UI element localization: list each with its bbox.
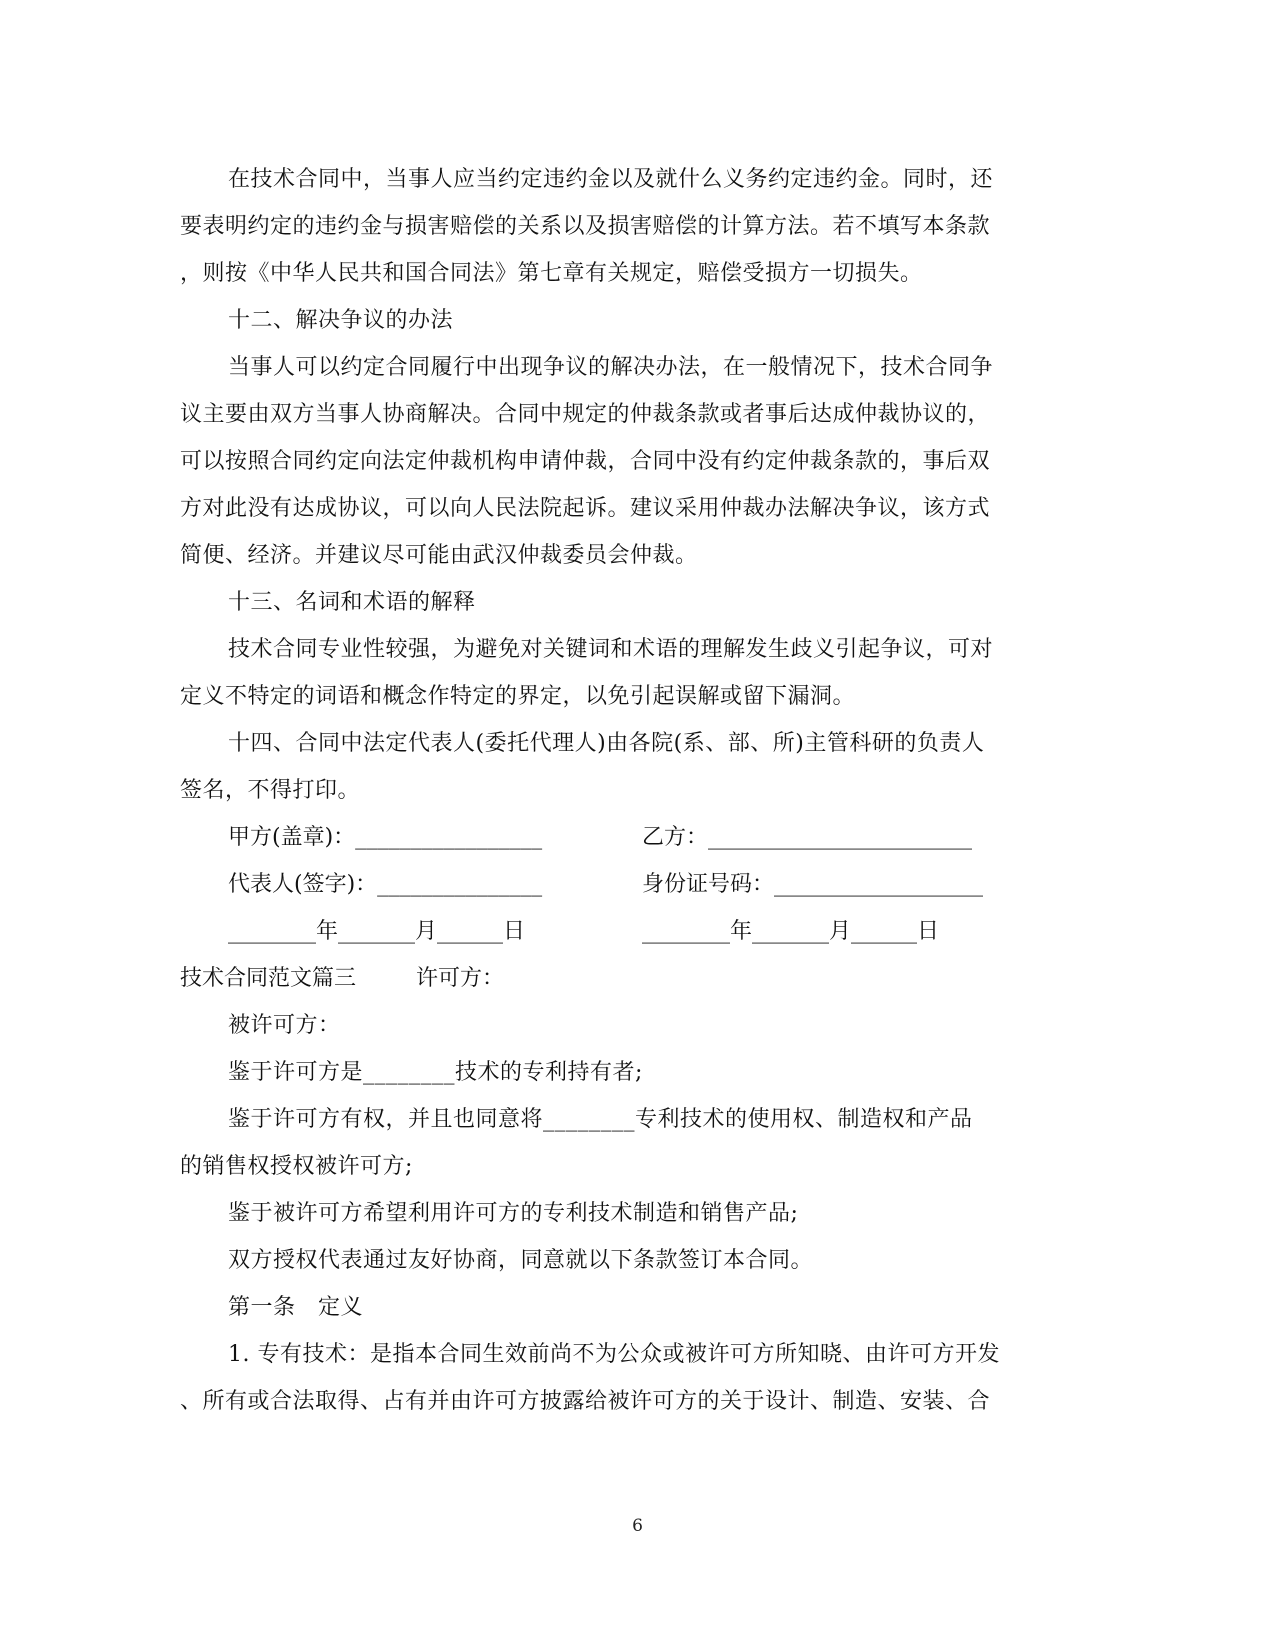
paragraph-line: 被许可方： <box>228 1013 341 1038</box>
paragraph-line: 的销售权授权被许可方; <box>180 1154 413 1179</box>
section-heading: 十三、名词和术语的解释 <box>228 590 476 615</box>
paragraph-line: 简便、经济。并建议尽可能由武汉仲裁委员会仲裁。 <box>180 543 698 568</box>
paragraph-line: 方对此没有达成协议，可以向人民法院起诉。建议采用仲裁办法解决争议，该方式 <box>180 496 991 521</box>
representative-signature-field: 代表人(签字)：_______________ <box>228 872 543 897</box>
paragraph-line: 鉴于许可方是________技术的专利持有者; <box>228 1060 643 1085</box>
signature-row <box>180 861 1040 908</box>
paragraph-line: 议主要由双方当事人协商解决。合同中规定的仲裁条款或者事后达成仲裁协议的， <box>180 402 991 427</box>
article-heading: 第一条 定义 <box>228 1295 364 1320</box>
id-number-field: 身份证号码：___________________ <box>642 872 984 897</box>
party-a-seal-field: 甲方(盖章)：_________________ <box>228 825 543 850</box>
paragraph-line: 鉴于许可方有权，并且也同意将________专利技术的使用权、制造权和产品 <box>228 1107 973 1132</box>
paragraph-line: ，则按《中华人民共和国合同法》第七章有关规定，赔偿受损方一切损失。 <box>180 261 923 286</box>
paragraph-line: 十四、合同中法定代表人(委托代理人)由各院(系、部、所)主管科研的负责人 <box>228 731 985 756</box>
paragraph-line: 1. 专有技术：是指本合同生效前尚不为公众或被许可方所知晓、由许可方开发 <box>228 1342 1000 1367</box>
paragraph-line: 可以按照合同约定向法定仲裁机构申请仲裁，合同中没有约定仲裁条款的，事后双 <box>180 449 991 474</box>
section-title: 技术合同范文篇三 <box>180 966 357 991</box>
paragraph-line: 签名，不得打印。 <box>180 778 361 803</box>
signature-row <box>180 908 1040 955</box>
section-heading: 十二、解决争议的办法 <box>228 308 454 333</box>
signature-row <box>180 814 1040 861</box>
section-title-row <box>180 955 1040 1002</box>
paragraph-line: 技术合同专业性较强，为避免对关键词和术语的理解发生歧义引起争议，可对 <box>228 637 994 662</box>
licensor-label: 许可方： <box>416 966 505 991</box>
paragraph-line: 在技术合同中，当事人应当约定违约金以及就什么义务约定违约金。同时，还 <box>228 167 994 192</box>
party-a-date-field: ________年_______月______日 <box>228 919 526 944</box>
party-b-date-field: ________年_______月______日 <box>642 919 940 944</box>
paragraph-line: 鉴于被许可方希望利用许可方的专利技术制造和销售产品; <box>228 1201 799 1226</box>
paragraph-line: 定义不特定的词语和概念作特定的界定，以免引起误解或留下漏洞。 <box>180 684 856 709</box>
paragraph-line: 要表明约定的违约金与损害赔偿的关系以及损害赔偿的计算方法。若不填写本条款 <box>180 214 991 239</box>
paragraph-line: 双方授权代表通过友好协商，同意就以下条款签订本合同。 <box>228 1248 814 1273</box>
paragraph-line: 、所有或合法取得、占有并由许可方披露给被许可方的关于设计、制造、安装、合 <box>180 1389 991 1414</box>
page-number: 6 <box>632 1516 643 1536</box>
party-b-field: 乙方：________________________ <box>642 825 973 850</box>
paragraph-line: 当事人可以约定合同履行中出现争议的解决办法，在一般情况下，技术合同争 <box>228 355 994 380</box>
document-body <box>180 156 1040 1425</box>
